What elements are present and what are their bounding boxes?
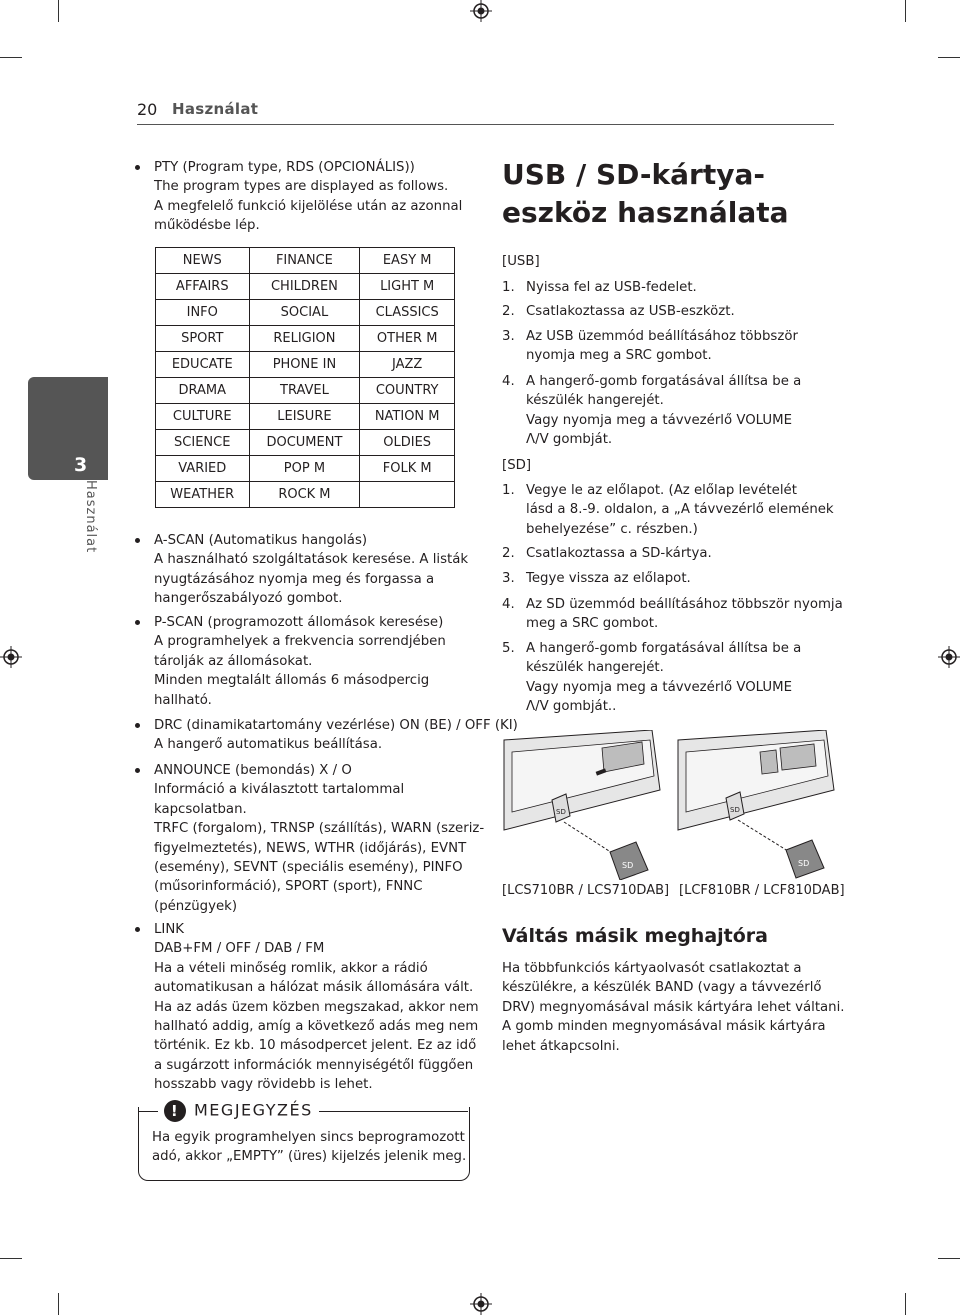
step-line: behelyezése” c. részben.) xyxy=(526,521,698,537)
table-cell: NEWS xyxy=(156,248,250,274)
step-line: Az USB üzemmód beállításához többször xyxy=(526,329,798,344)
pscan-line: tárolják az állomásokat. xyxy=(154,653,313,669)
section-heading xyxy=(502,156,789,232)
link-line: Ha a vételi minőség romlik, akkor a rádió xyxy=(154,960,428,976)
heading-line: eszköz használata xyxy=(502,196,789,229)
table-cell: POP M xyxy=(249,456,360,482)
note-line: adó, akkor „EMPTY” (üres) kijelzés jelenik meg. xyxy=(152,1149,467,1165)
table-cell: EDUCATE xyxy=(156,352,250,378)
table-cell: COUNTRY xyxy=(360,378,455,404)
svg-text:SD: SD xyxy=(622,861,634,870)
sd-card-insertion-illustration-lcf810 xyxy=(676,730,836,880)
list-item-ascan xyxy=(135,531,470,609)
step-line: Vagy nyomja meg a távvezérlő VOLUME xyxy=(526,679,793,695)
subsection-heading: Váltás másik meghajtóra xyxy=(502,925,768,947)
sd-step xyxy=(502,544,832,563)
paragraph-line: A gomb minden megnyomásával másik kártyára xyxy=(502,1019,826,1035)
table-cell: JAZZ xyxy=(360,352,455,378)
table-cell: CHILDREN xyxy=(249,274,360,300)
table-cell: VARIED xyxy=(156,456,250,482)
drc-line: A hangerő automatikus beállítása. xyxy=(154,737,383,753)
link-line: történik. Ez kb. 10 másodpercet jelent. Ez az idő xyxy=(154,1038,477,1054)
sd-label: [SD] xyxy=(502,458,532,473)
announce-line: TRFC (forgalom), TRNSP (szállítás), WARN (szeriz- xyxy=(154,821,485,837)
paragraph-line: készülékre, a készülék BAND (vagy a távvezérlő xyxy=(502,980,822,996)
usb-label: [USB] xyxy=(502,254,540,269)
sd-card-insertion-illustration-lcs710 xyxy=(502,730,662,880)
step-line: Nyissa fel az USB-fedelet. xyxy=(526,280,697,295)
link-line: a sugárzott információk mennyiségétől függően xyxy=(154,1057,474,1073)
crop-mark xyxy=(58,1293,59,1315)
paragraph-line: lehet átkapcsolni. xyxy=(502,1038,620,1054)
pty-line: működésbe lép. xyxy=(154,218,260,234)
list-item-drc xyxy=(135,716,518,755)
announce-line: figyelmeztetés), NEWS, WTHR (időjárás), EVNT xyxy=(154,840,467,856)
note-line: Ha egyik programhelyen sincs beprogramozott xyxy=(152,1130,465,1145)
table-cell: INFO xyxy=(156,300,250,326)
link-line: LINK xyxy=(154,922,184,937)
switch-paragraph xyxy=(502,959,845,1056)
link-line: automatikusan a hálózat másik állomására vált. xyxy=(154,980,474,996)
table-cell: SCIENCE xyxy=(156,430,250,456)
bullet-icon xyxy=(135,620,140,625)
svg-text:SD: SD xyxy=(798,859,810,868)
bullet-icon xyxy=(135,723,140,728)
drc-line: DRC (dinamikatartomány vezérlése) ON (BE) / OFF (KI) xyxy=(154,718,518,733)
crop-mark xyxy=(905,1293,906,1315)
step-line: meg a SRC gombot. xyxy=(526,616,659,632)
usb-step xyxy=(502,302,832,321)
page-number: 20 xyxy=(137,100,158,119)
step-line: készülék hangerejét. xyxy=(526,393,664,409)
link-line: hallható addig, amíg a következő adás meg nem xyxy=(154,1019,479,1035)
table-row xyxy=(156,300,455,326)
step-line: Tegye vissza az előlapot. xyxy=(526,571,691,586)
table-row xyxy=(156,482,455,508)
table-cell: CLASSICS xyxy=(360,300,455,326)
table-row xyxy=(156,404,455,430)
pscan-line: A programhelyek a frekvencia sorrendjében xyxy=(154,634,446,650)
paragraph-line: DRV) megnyomásával másik kártyára lehet váltani. xyxy=(502,999,845,1015)
step-number: 1. xyxy=(502,483,515,498)
step-line: készülék hangerejét. xyxy=(526,660,664,676)
table-cell: FOLK M xyxy=(360,456,455,482)
step-number: 4. xyxy=(502,597,515,612)
note-title: MEGJEGYZÉS xyxy=(194,1100,313,1120)
ascan-line: hangerőszabályozó gombot. xyxy=(154,591,343,607)
note-body xyxy=(152,1128,467,1167)
registration-mark-icon xyxy=(470,1293,492,1315)
program-type-table xyxy=(155,247,455,508)
table-cell: CULTURE xyxy=(156,404,250,430)
table-cell xyxy=(360,482,455,508)
table-cell: EASY M xyxy=(360,248,455,274)
step-line: lásd a 8.-9. oldalon, a „A távvezérlő elemének xyxy=(526,502,834,518)
ascan-line: A használható szolgáltatások keresése. A listák xyxy=(154,552,469,568)
pty-line: PTY (Program type, RDS (OPCIONÁLIS)) xyxy=(154,160,415,175)
note-heading xyxy=(158,1100,319,1122)
registration-mark-icon xyxy=(470,0,492,22)
step-number: 4. xyxy=(502,374,515,389)
sd-step xyxy=(502,569,832,588)
announce-line: Információ a kiválasztott tartalommal xyxy=(154,782,405,798)
link-line: Ha az adás üzem közben megszakad, akkor nem xyxy=(154,999,479,1015)
warning-icon: ! xyxy=(164,1100,186,1122)
table-row xyxy=(156,456,455,482)
svg-text:SD: SD xyxy=(556,808,566,816)
table-cell: TRAVEL xyxy=(249,378,360,404)
chapter-label-text: Használat xyxy=(83,480,98,554)
ascan-line: A-SCAN (Automatikus hangolás) xyxy=(154,533,368,548)
pty-line: A megfelelő funkció kijelölése után az azonnal xyxy=(154,198,463,214)
table-cell: SPORT xyxy=(156,326,250,352)
announce-line: (műsorinformáció), SPORT (sport), FNNC xyxy=(154,879,423,895)
crop-mark xyxy=(938,1258,960,1259)
step-number: 2. xyxy=(502,304,515,319)
step-line: A hangerő-gomb forgatásával állítsa be a xyxy=(526,641,802,656)
table-cell: RELIGION xyxy=(249,326,360,352)
chapter-tab xyxy=(28,377,108,480)
table-cell: FINANCE xyxy=(249,248,360,274)
step-line: Csatlakoztassa a SD-kártya. xyxy=(526,546,712,561)
crop-mark xyxy=(58,0,59,22)
ascan-line: nyugtázásához nyomja meg és forgassa a xyxy=(154,571,435,587)
bullet-icon xyxy=(135,165,140,170)
crop-mark xyxy=(0,57,22,58)
step-line: nyomja meg a SRC gombot. xyxy=(526,348,712,364)
section-title: Használat xyxy=(172,100,259,118)
header-rule xyxy=(137,124,834,125)
step-line: Az SD üzemmód beállításához többször nyomja xyxy=(526,597,843,612)
step-number: 2. xyxy=(502,546,515,561)
list-item-announce xyxy=(135,761,485,916)
table-cell: PHONE IN xyxy=(249,352,360,378)
paragraph-line: Ha többfunkciós kártyaolvasót csatlakoztat a xyxy=(502,961,802,976)
figure-caption: [LCS710BR / LCS710DAB] xyxy=(502,883,670,898)
step-number: 5. xyxy=(502,641,515,656)
table-row xyxy=(156,378,455,404)
bullet-icon xyxy=(135,768,140,773)
pscan-line: hallható. xyxy=(154,692,212,708)
link-line: hosszabb vagy rövidebb is lehet. xyxy=(154,1077,373,1093)
table-cell: DRAMA xyxy=(156,378,250,404)
announce-line: ANNOUNCE (bemondás) X / O xyxy=(154,763,352,778)
crop-mark xyxy=(938,57,960,58)
step-line: Csatlakoztassa az USB-eszközt. xyxy=(526,304,735,319)
bullet-icon xyxy=(135,927,140,932)
registration-mark-icon xyxy=(0,646,22,668)
usb-step xyxy=(502,327,832,366)
table-cell: LEISURE xyxy=(249,404,360,430)
table-cell: SOCIAL xyxy=(249,300,360,326)
sd-step xyxy=(502,595,843,634)
table-cell: WEATHER xyxy=(156,482,250,508)
step-line: A hangerő-gomb forgatásával állítsa be a xyxy=(526,374,802,389)
step-line: Λ/V gombját. xyxy=(526,432,613,448)
chapter-number: 3 xyxy=(74,454,88,476)
announce-line: kapcsolatban. xyxy=(154,801,247,817)
figure-caption: [LCF810BR / LCF810DAB] xyxy=(679,883,845,898)
table-row xyxy=(156,352,455,378)
table-cell: DOCUMENT xyxy=(249,430,360,456)
table-cell: AFFAIRS xyxy=(156,274,250,300)
step-number: 3. xyxy=(502,329,515,344)
table-row xyxy=(156,248,455,274)
svg-text:SD: SD xyxy=(730,806,740,814)
bullet-icon xyxy=(135,538,140,543)
chapter-label xyxy=(80,480,100,580)
table-row xyxy=(156,430,455,456)
step-number: 3. xyxy=(502,571,515,586)
pscan-line: P-SCAN (programozott állomások keresése) xyxy=(154,615,444,630)
step-line: Vegye le az előlapot. (Az előlap levételét xyxy=(526,483,797,498)
crop-mark xyxy=(0,1258,22,1259)
table-cell: NATION M xyxy=(360,404,455,430)
step-line: Vagy nyomja meg a távvezérlő VOLUME xyxy=(526,412,793,428)
step-line: Λ/V gombját.. xyxy=(526,699,617,715)
usb-step xyxy=(502,278,832,297)
announce-line: (esemény), SEVNT (speciális esemény), PINFO xyxy=(154,860,463,876)
step-number: 1. xyxy=(502,280,515,295)
table-cell: ROCK M xyxy=(249,482,360,508)
list-item-pscan xyxy=(135,613,470,710)
table-cell: OLDIES xyxy=(360,430,455,456)
list-item-pty xyxy=(135,158,470,236)
table-cell: LIGHT M xyxy=(360,274,455,300)
pty-line: The program types are displayed as follows. xyxy=(154,179,449,195)
link-line: DAB+FM / OFF / DAB / FM xyxy=(154,941,325,957)
sd-step xyxy=(502,639,832,717)
table-row xyxy=(156,326,455,352)
table-row xyxy=(156,274,455,300)
pscan-line: Minden megtalált állomás 6 másodpercig xyxy=(154,673,430,689)
registration-mark-icon xyxy=(938,646,960,668)
table-cell: OTHER M xyxy=(360,326,455,352)
crop-mark xyxy=(905,0,906,22)
usb-step xyxy=(502,372,832,450)
sd-step xyxy=(502,481,832,539)
list-item-link xyxy=(135,920,479,1095)
announce-line: (pénzügyek) xyxy=(154,898,238,914)
heading-line: USB / SD-kártya- xyxy=(502,158,765,191)
